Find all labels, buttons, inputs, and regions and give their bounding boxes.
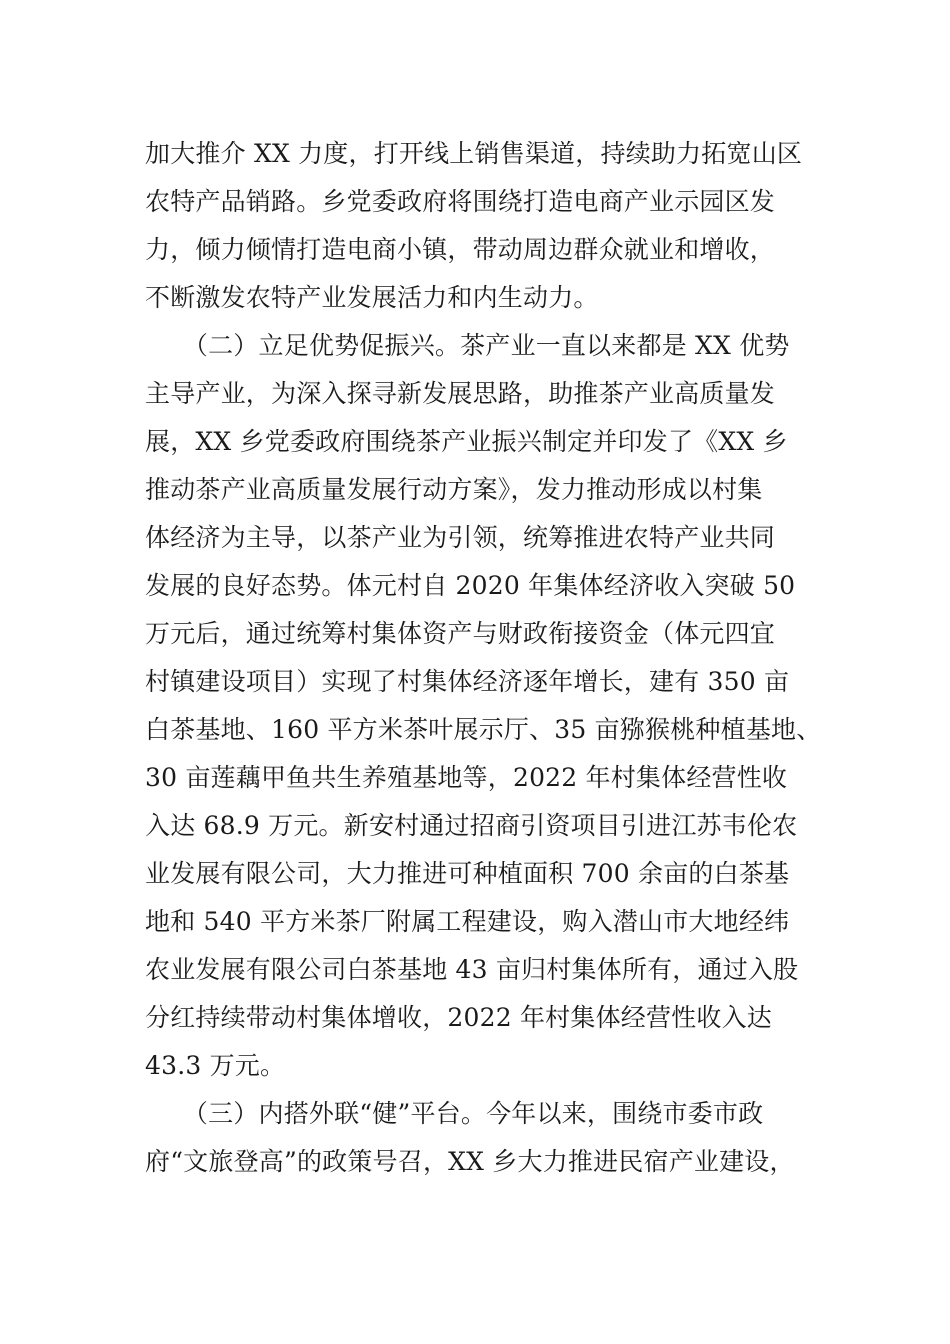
text-line: 30 亩莲藕甲鱼共生养殖基地等，2022 年村集体经营性收 <box>145 763 788 792</box>
text-line: 发展的良好态势。体元村自 2020 年集体经济收入突破 50 <box>145 571 796 600</box>
text-line: 力，倾力倾情打造电商小镇，带动周边群众就业和增收， <box>145 235 776 264</box>
text-line: 村镇建设项目）实现了村集体经济逐年增长，建有 350 亩 <box>145 667 790 696</box>
text-line: 不断激发农特产业发展活力和内生动力。 <box>145 283 599 312</box>
body-text <box>145 130 835 1186</box>
text-line: 分红持续带动村集体增收，2022 年村集体经营性收入达 <box>145 1003 772 1032</box>
text-line: 体经济为主导，以茶产业为引领，统筹推进农特产业共同 <box>145 523 776 552</box>
text-line: 业发展有限公司，大力推进可种植面积 700 余亩的白茶基 <box>145 859 790 888</box>
text-line: 加大推介 XX 力度，打开线上销售渠道，持续助力拓宽山区 <box>145 139 803 168</box>
text-line: 地和 540 平方米茶厂附属工程建设，购入潜山市大地经纬 <box>145 907 790 936</box>
text-line: 展，XX 乡党委政府围绕茶产业振兴制定并印发了《XX 乡 <box>145 427 788 456</box>
text-line: 推动茶产业高质量发展行动方案》，发力推动形成以村集 <box>145 475 763 504</box>
text-line: 万元后，通过统筹村集体资产与财政衔接资金（体元四宜 <box>145 619 776 648</box>
text-line: 主导产业，为深入探寻新发展思路，助推茶产业高质量发 <box>145 379 776 408</box>
text-line: （三）内搭外联“健”平台。今年以来，围绕市委市政 <box>145 1099 764 1128</box>
text-line: 白茶基地、160 平方米茶叶展示厅、35 亩猕猴桃种植基地、 <box>145 715 822 744</box>
text-line: 府“文旅登高”的政策号召，XX 乡大力推进民宿产业建设， <box>145 1147 795 1176</box>
text-line: 43.3 万元。 <box>145 1051 286 1080</box>
text-line: （二）立足优势促振兴。茶产业一直以来都是 XX 优势 <box>145 331 790 360</box>
text-line: 农特产品销路。乡党委政府将围绕打造电商产业示园区发 <box>145 187 776 216</box>
text-line: 入达 68.9 万元。新安村通过招商引资项目引进江苏韦伦农 <box>145 811 798 840</box>
text-line: 农业发展有限公司白茶基地 43 亩归村集体所有，通过入股 <box>145 955 799 984</box>
